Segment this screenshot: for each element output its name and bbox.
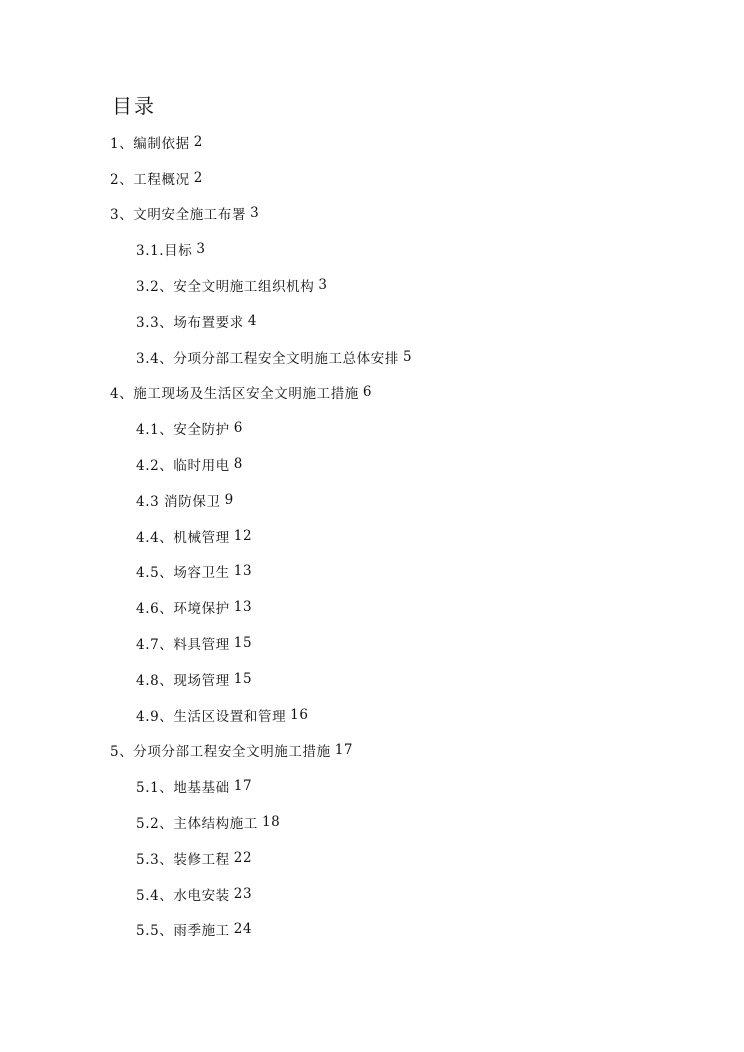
toc-entry-label: 3、文明安全施工布署 xyxy=(110,207,247,224)
toc-entry-page-number: 2 xyxy=(193,169,203,186)
toc-entry[interactable] xyxy=(0,554,744,590)
toc-entry-label: 4.3 消防保卫 xyxy=(136,493,221,510)
toc-entry-page-number: 6 xyxy=(362,384,373,401)
toc-entry-page-number: 24 xyxy=(233,921,253,938)
toc-entry-label: 5.5、雨季施工 xyxy=(136,923,230,940)
toc-entry-label: 4.5、场容卫生 xyxy=(136,565,230,582)
toc-entry[interactable] xyxy=(0,661,744,697)
toc-entry[interactable] xyxy=(0,518,744,554)
toc-entry[interactable] xyxy=(0,231,744,267)
toc-entry-page-number: 13 xyxy=(233,599,253,616)
toc-entry-label: 3.3、场布置要求 xyxy=(136,314,244,331)
toc-entry[interactable] xyxy=(0,303,744,339)
toc-entry-label: 4.6、环境保护 xyxy=(136,601,230,618)
toc-entry[interactable] xyxy=(0,840,744,876)
toc-entry-label: 4.9、生活区设置和管理 xyxy=(136,708,287,725)
toc-entry-page-number: 23 xyxy=(233,885,253,902)
toc-entry-label: 4.8、现场管理 xyxy=(136,672,230,689)
toc-entry-page-number: 15 xyxy=(233,670,253,687)
toc-entry-page-number: 2 xyxy=(193,133,203,150)
toc-entry[interactable] xyxy=(0,160,744,196)
toc-entry-page-number: 22 xyxy=(233,849,253,866)
toc-entry[interactable] xyxy=(0,912,744,948)
toc-entry[interactable] xyxy=(0,804,744,840)
toc-entry-label: 4.4、机械管理 xyxy=(136,529,230,546)
toc-entry[interactable] xyxy=(0,697,744,733)
toc-entry-page-number: 17 xyxy=(233,778,253,795)
toc-entry[interactable] xyxy=(0,768,744,804)
toc-entry-page-number: 4 xyxy=(247,312,258,329)
toc-entry[interactable] xyxy=(0,196,744,232)
toc-entry-page-number: 12 xyxy=(233,527,253,544)
toc-entry-label: 4.2、临时用电 xyxy=(136,458,230,475)
toc-entry-label: 4.1、安全防护 xyxy=(136,422,230,439)
toc-entry[interactable] xyxy=(0,339,744,375)
toc-entry-page-number: 8 xyxy=(233,456,243,473)
toc-entry-label: 5.2、主体结构施工 xyxy=(136,816,258,833)
toc-entry-label: 3.2、安全文明施工组织机构 xyxy=(136,279,315,296)
toc-entry[interactable] xyxy=(0,446,744,482)
toc-entry[interactable] xyxy=(0,733,744,769)
toc-entry[interactable] xyxy=(0,876,744,912)
toc-entry-page-number: 17 xyxy=(334,742,354,759)
toc-entry-label: 5.1、地基基础 xyxy=(136,780,230,797)
toc-entry-page-number: 16 xyxy=(290,706,309,723)
toc-entry[interactable] xyxy=(0,124,744,160)
toc-entry[interactable] xyxy=(0,375,744,411)
toc-entry-page-number: 18 xyxy=(261,814,281,831)
toc-entry-page-number: 13 xyxy=(233,563,253,580)
toc-entry-page-number: 3 xyxy=(318,277,328,294)
toc-list xyxy=(0,124,744,947)
toc-entry[interactable] xyxy=(0,625,744,661)
toc-entry-label: 1、编制依据 xyxy=(110,135,190,152)
toc-entry[interactable] xyxy=(0,589,744,625)
toc-entry-label: 3.1.目标 xyxy=(136,243,193,260)
toc-entry-label: 3.4、分项分部工程安全文明施工总体安排 xyxy=(136,350,399,367)
toc-entry-label: 5、分项分部工程安全文明施工措施 xyxy=(110,744,331,761)
toc-entry-label: 5.3、装修工程 xyxy=(136,851,230,868)
toc-entry-label: 4.7、料具管理 xyxy=(136,637,230,654)
toc-entry-label: 4、施工现场及生活区安全文明施工措施 xyxy=(110,386,359,403)
toc-entry-page-number: 15 xyxy=(233,635,253,652)
toc-entry-label: 2、工程概况 xyxy=(110,171,190,188)
toc-entry-page-number: 3 xyxy=(250,205,260,222)
toc-entry[interactable] xyxy=(0,267,744,303)
toc-entry-label: 5.4、水电安装 xyxy=(136,887,230,904)
toc-entry[interactable] xyxy=(0,410,744,446)
toc-entry-page-number: 5 xyxy=(402,348,413,365)
toc-entry-page-number: 3 xyxy=(196,241,206,258)
toc-entry-page-number: 6 xyxy=(233,420,243,437)
toc-title: 目录 xyxy=(112,94,156,118)
toc-entry[interactable] xyxy=(0,482,744,518)
toc-entry-page-number: 9 xyxy=(224,491,234,508)
